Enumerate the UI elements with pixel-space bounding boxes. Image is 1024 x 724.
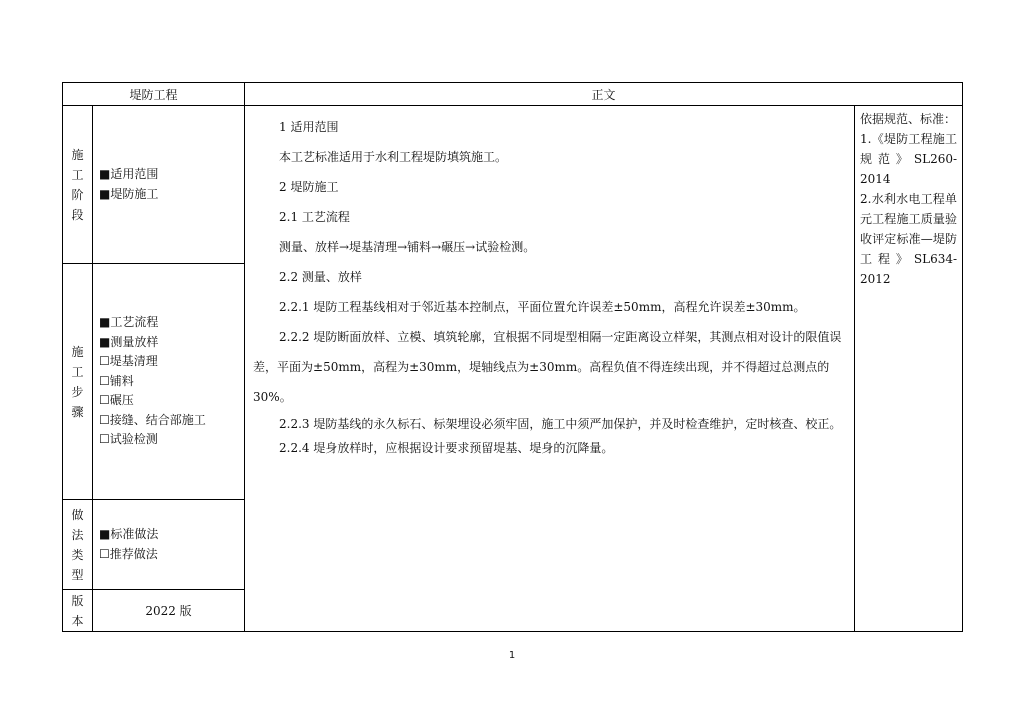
method-option-recommended: ☐推荐做法: [99, 546, 158, 561]
version-value: 2022 版: [93, 590, 245, 632]
reference-item-2: 2.水利水电工程单元工程施工质量验收评定标准—堤防工程》SL634-2012: [860, 192, 958, 286]
stage-label: [63, 106, 93, 264]
paragraph-scope: 本工艺标准适用于水利工程堤防填筑施工。: [279, 150, 508, 164]
steps-label-char: 骤: [71, 404, 84, 419]
stage-label-char: 阶: [71, 187, 84, 202]
step-option-spreading: ☐铺料: [99, 373, 134, 388]
step-option-compaction: ☐碾压: [99, 393, 134, 408]
body-text: [245, 106, 855, 632]
reference-standards: [855, 106, 963, 632]
step-option-testing: ☐试验检测: [99, 432, 158, 447]
method-options: [93, 500, 245, 590]
step-option-survey: ■测量放样: [99, 334, 159, 349]
version-label-char: 版: [71, 593, 84, 608]
stage-label-char: 段: [71, 207, 84, 222]
page-number: 1: [508, 650, 516, 661]
stage-option-scope: ■适用范围: [99, 167, 159, 181]
step-option-process: ■工艺流程: [99, 315, 159, 330]
header-body-title: 正文: [245, 83, 963, 106]
steps-label-char: 工: [71, 364, 84, 379]
header-project-title: 堤防工程: [63, 83, 245, 106]
steps-label: [63, 264, 93, 500]
reference-item-1: 1.《堤防工程施工规范》SL260-2014: [860, 132, 958, 186]
steps-label-char: 施: [71, 344, 84, 359]
stage-option-construction: ■堤防施工: [99, 186, 159, 201]
paragraph-process-flow: 测量、放样→堤基清理→铺料→碾压→试验检测。: [279, 240, 536, 254]
steps-options: [93, 264, 245, 500]
method-label-char: 法: [71, 527, 84, 542]
clause-2-2-4: 2.2.4 堤身放样时，应根据设计要求预留堤基、堤身的沉降量。: [279, 441, 614, 455]
stage-options: [93, 106, 245, 264]
standard-page-table: [62, 82, 963, 632]
version-label-char: 本: [71, 613, 84, 628]
method-label-char: 做: [71, 507, 84, 522]
reference-heading: 依据规范、标准：: [860, 112, 957, 126]
method-option-standard: ■标准做法: [99, 527, 159, 541]
step-option-foundation-clearing: ☐堤基清理: [99, 354, 158, 369]
subsection-heading-process: 2.1 工艺流程: [279, 210, 350, 224]
stage-label-char: 施: [71, 147, 84, 162]
clause-2-2-1: 2.2.1 堤防工程基线相对于邻近基本控制点，平面位置允许误差±50mm，高程允许误差±30mm。: [279, 300, 806, 314]
method-label-char: 型: [71, 567, 84, 582]
clause-2-2-3: 2.2.3 堤防基线的永久标石、标架埋设必须牢固，施工中须严加保护，并及时检查维护，定时核查、校正。: [279, 417, 842, 431]
section-heading-scope: 1 适用范围: [279, 120, 339, 134]
steps-label-char: 步: [71, 384, 84, 399]
subsection-heading-survey: 2.2 测量、放样: [279, 270, 362, 284]
section-heading-construction: 2 堤防施工: [279, 180, 339, 194]
step-option-joints: ☐接缝、结合部施工: [99, 412, 206, 427]
stage-label-char: 工: [71, 167, 84, 182]
clause-2-2-2: 2.2.2 堤防断面放样、立模、填筑轮廓，宜根据不同堤型相隔一定距离设立样架，其测点相对设计的限值误差，平面为±50mm，高程为±30mm，堤轴线点为±30mm。高程负值不得连续出现，并不得超过总测点的 30%。: [253, 330, 842, 404]
method-label: [63, 500, 93, 590]
version-label: [63, 590, 93, 632]
method-label-char: 类: [71, 547, 84, 562]
